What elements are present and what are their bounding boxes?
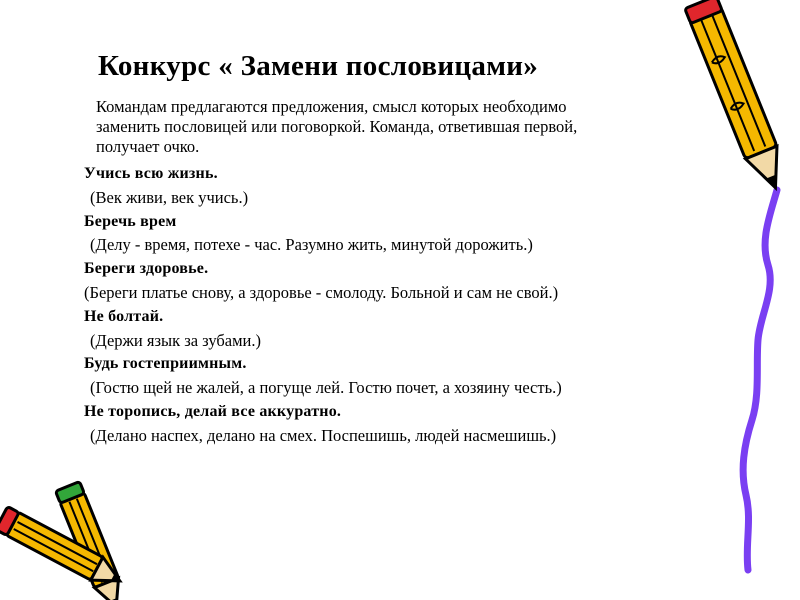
intro-line: получает очко. — [96, 137, 200, 156]
task-phrase: Будь гостеприимным. — [84, 355, 247, 373]
proverb-answer: (Береги платье снову, а здоровье - смолоду. Больной и сам не свой.) — [84, 282, 559, 302]
crossed-pencils-icon — [0, 480, 150, 600]
proverb-answer: (Гостю щей не жалей, а погуще лей. Гостю почет, а хозяину честь.) — [90, 378, 562, 398]
intro-line: заменить пословицей или поговоркой. Команда, ответившая первой, — [96, 117, 578, 136]
pencil-with-wavy-line-icon — [640, 0, 800, 600]
task-phrase: Беречь врем — [84, 212, 177, 230]
task-phrase: Не болтай. — [84, 307, 164, 325]
slide-title: Конкурс « Замени пословицами» — [98, 50, 539, 82]
proverb-answer: (Делано наспех, делано на смех. Поспешишь, людей насмешишь.) — [90, 425, 557, 445]
task-phrase: Не торопись, делай все аккуратно. — [84, 402, 342, 420]
proverb-answer: (Делу - время, потехе - час. Разумно жить, минутой дорожить.) — [90, 235, 533, 255]
proverb-list — [84, 162, 724, 448]
task-phrase: Учись всю жизнь. — [84, 165, 218, 182]
task-phrase: Береги здоровье. — [84, 260, 209, 278]
proverb-answer: (Век живи, век учись.) — [90, 187, 249, 207]
intro-paragraph — [96, 97, 696, 157]
intro-line: Командам предлагаются предложения, смысл которых необходимо — [96, 97, 567, 116]
wavy-line — [743, 190, 777, 570]
proverb-answer: (Держи язык за зубами.) — [90, 330, 261, 350]
